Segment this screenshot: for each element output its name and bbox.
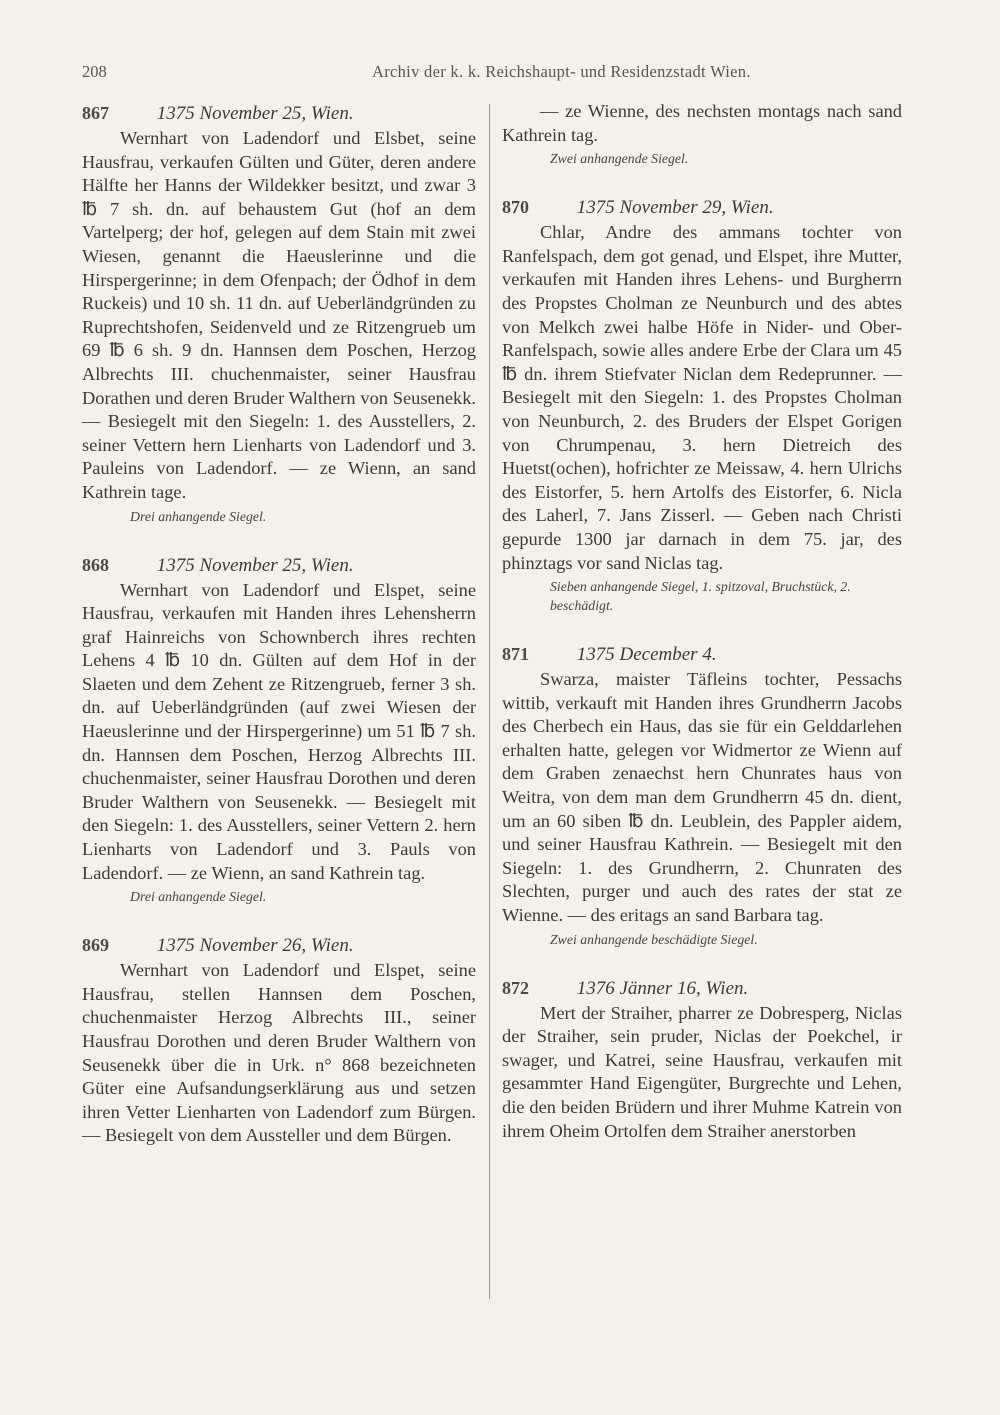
right-column (502, 100, 902, 1143)
entry-number: 870 (502, 197, 529, 218)
entry-869 (82, 932, 476, 1148)
entry-heading (82, 552, 476, 579)
page-header (82, 62, 908, 86)
page-number: 208 (82, 62, 107, 81)
entry-heading (502, 975, 902, 1002)
entry-date: 1375 November 25, Wien. (156, 554, 354, 576)
entry-number: 867 (82, 103, 109, 123)
entry-number: 868 (82, 554, 109, 575)
entry-heading (82, 932, 476, 959)
entry-number: 869 (82, 935, 109, 956)
entry-heading (502, 641, 902, 668)
seal-note: Sieben anhangende Siegel, 1. spitzoval, Bruchstück, 2. beschädigt. (550, 579, 851, 614)
entry-867 (82, 100, 476, 526)
running-title: Archiv der k. k. Reichshaupt- und Residenzstadt Wien. (372, 62, 751, 81)
column-divider (489, 104, 490, 1299)
entry-number: 871 (502, 644, 529, 665)
entry-date: 1375 November 25, Wien. (156, 103, 354, 124)
entry-date: 1375 November 29, Wien. (576, 197, 774, 219)
seal-note: Drei anhangende Siegel. (130, 889, 267, 905)
entry-870 (502, 194, 902, 615)
entry-heading (82, 100, 476, 127)
entry-number: 872 (502, 977, 529, 998)
entry-text: Mert der Straiher, pharrer ze Dobresperg, Niclas der Straiher, sein pruder, Niclas der Poekchel, ir swager, und Katrei, seine Hausfrau, verkaufen mit gesammter Hand Eigengüter, Burgrechte und Lehen, die den beiden Brüdern und ihrer Muhme Katrein von ihrem Oheim Ortolfen dem Straiher anerstorben (502, 1002, 902, 1141)
entry-date: 1375 December 4. (576, 644, 717, 666)
seal-note: Drei anhangende Siegel. (130, 508, 267, 524)
entry-text: Wernhart von Ladendorf und Elspet, seine Hausfrau, verkaufen mit Handen ihres Lehensherrn graf Hainreichs von Schownberch ihres rechten Lehens 4 ℔ 10 dn. Gülten auf dem Hof in der Slaeten und dem Zehent ze Ritzengrueb, ferner 3 sh. dn. auf Ueberländgründen (auf zwei Wiesen der Haeuslerinne und der Hirspergerinne) um 51 ℔ 7 sh. dn. Hannsen dem Poschen, Herzog Albrechts III. chuchenmaister, seiner Hausfrau Dorothen und deren Bruder Walthern von Seusenekk. — Besiegelt mit den Siegeln: 1. des Ausstellers, seiner Vettern 2. hern Lienharts von Ladendorf und 3. Pauls von Ladendorf. — ze Wienn, an sand Kathrein tag. (82, 579, 476, 883)
entry-text: Swarza, maister Täfleins tochter, Pessachs wittib, verkauft mit Handen ihres Grundherrn Jacobs des Cherbech ein Haus, das sie für ein Gelddarlehen erhalten hatte, gelegen vor Widmertor ze Wienn auf dem Graben zenaechst hern Chunrates haus von Weitra, von dem man dem Grundherrn 45 dn. dient, um an 60 siben ℔ dn. Leublein, des Pappler aidem, und seiner Hausfrau Kathrein. — Besiegelt mit den Siegeln: 1. des Grundherrn, 2. Chunraten des Slechten, purger und auch des rates der stat ze Wienne. — des eritags an sand Barbara tag. (502, 669, 902, 926)
entry-872 (502, 975, 902, 1144)
entry-date: 1376 Jänner 16, Wien. (576, 977, 749, 999)
entry-871 (502, 641, 902, 949)
entry-heading (502, 194, 902, 221)
seal-note: Zwei anhangende beschädigte Siegel. (550, 931, 758, 947)
entry-868 (82, 552, 476, 907)
entry-text: Chlar, Andre des ammans tochter von Ranfelspach, dem got genad, und Elspet, ihre Mutter, verkaufen mit Handen ihres Lehens- und Burgherrn des Propstes Cholman ze Neunburch und des abtes von Melkch zwei halbe Höfe in Nider- und Ober-Ranfelspach, sowie alles andere Erbe der Clara um 45 ℔ dn. ihrem Stiefvater Niclan dem Redeprunner. — Besiegelt mit den Siegeln: 1. des Propstes Cholman von Neunburch, 2. des Bruders der Elspet Gorigen von Chrumpenau, 3. hern Dietreich des Huetst(ochen), hofrichter ze Meissaw, 4. hern Ulrichs des Eistorfer, 5. hern Artolfs des Eistorfer, 6. Nicla des Laherl, 7. Jans Zisserl. — Geben nach Christi gepurde 1300 jar darnach in dem 75. jar, des phinztags vor sand Niclas tag. (502, 222, 902, 573)
entry-text: Wernhart von Ladendorf und Elspet, seine Hausfrau, stellen Hannsen dem Poschen, chuchenmaister Herzog Albrechts III., seiner Hausfrau Dorothen und deren Bruder Walthern von Seusenekk über die in Urk. n° 868 bezeichneten Güter eine Aufsandungserklärung aus und setzen ihren Vetter Lienharten von Ladendorf zum Bürgen. — Besiegelt von dem Aussteller und dem Bürgen. (82, 960, 476, 1146)
seal-note: Zwei anhangende Siegel. (550, 151, 689, 167)
left-column (82, 100, 476, 1148)
entry-text: Wernhart von Ladendorf und Elsbet, seine Hausfrau, verkaufen Gülten und Güter, deren andere Hälfte her Hanns der Wildekker besitzt, und zwar 3 ℔ 7 sh. dn. auf behaustem Gut (hof an dem Vartelperg; der hof, gelegen auf dem Stain mit zwei Wiesen, genannt die Haeuslerinne und die Hirspergerinne; in dem Ofenpach; der Ödhof in dem Ruckeis) und 10 sh. 11 dn. auf Ueberländgründen zu Ruprechtshofen, Seidenveld und ze Ritzengrueb um 69 ℔ 6 sh. 9 dn. Hannsen dem Poschen, Herzog Albrechts III. chuchenmaister, seiner Hausfrau Dorathen und deren Bruder Walthern von Seusenekk. — Besiegelt mit den Siegeln: 1. des Ausstellers, 2. seiner Vettern hern Lienharts von Ladendorf und 3. Pauleins von Ladendorf. — ze Wienn, an sand Kathrein tage. (82, 128, 476, 502)
entry-date: 1375 November 26, Wien. (156, 935, 354, 957)
continuation-text: — ze Wienne, des nechsten montags nach sand Kathrein tag. (502, 101, 902, 145)
